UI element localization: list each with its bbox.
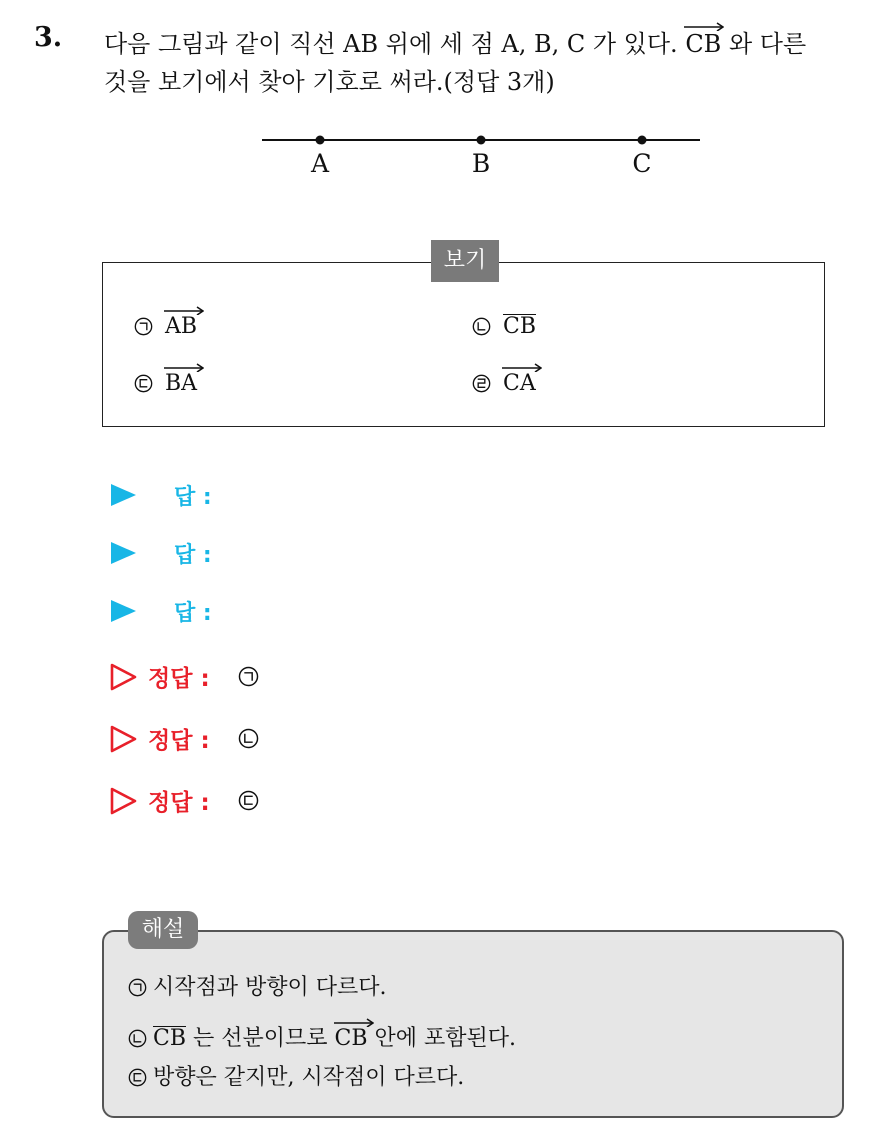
question-number: 3. (34, 22, 63, 53)
point-label-c: C (632, 149, 652, 178)
question-text-line1 (104, 24, 806, 59)
segment-cb (153, 1026, 186, 1051)
line-figure (240, 125, 720, 185)
answer-label: 답 : (174, 485, 212, 510)
segment-bar (503, 314, 536, 315)
circled-digeut-icon (134, 374, 153, 393)
correct-answer-label: 정답 : (148, 790, 210, 816)
ray-arrow-icon (334, 1017, 374, 1027)
point-a-dot (316, 136, 325, 145)
choice-item-3 (134, 371, 197, 396)
explanation-title: 해설 (128, 911, 198, 949)
explanation-line-1 (128, 970, 387, 1001)
vector-cb-label: CB (685, 30, 722, 58)
ray-ca (503, 371, 536, 396)
outline-triangle-icon (110, 663, 138, 691)
ray-ab-label: AB (165, 314, 198, 339)
circled-rieul-icon (472, 374, 491, 393)
play-triangle-icon (110, 541, 138, 565)
ray-cb-label: CB (334, 1026, 368, 1051)
circled-giyeok-icon (238, 666, 259, 687)
ray-ca-label: CA (503, 371, 536, 396)
outline-triangle-icon (110, 787, 138, 815)
point-label-a: A (310, 149, 330, 178)
bogi-title: 보기 (431, 240, 499, 282)
circled-nieun-icon (128, 1029, 147, 1048)
ray-arrow-icon (502, 362, 542, 372)
ray-arrow-icon (164, 362, 204, 372)
answer-label: 답 : (174, 601, 212, 626)
point-c-dot (638, 136, 647, 145)
explanation-text-2b: 안에 포함된다. (367, 1026, 516, 1051)
choice-item-4 (472, 371, 536, 396)
bogi-box (102, 262, 825, 427)
explanation-text-3: 방향은 같지만, 시작점이 다르다. (153, 1065, 465, 1090)
circled-giyeok-icon (128, 978, 147, 997)
circled-giyeok-icon (134, 317, 153, 336)
ray-arrow-icon (164, 305, 204, 315)
circled-nieun-icon (472, 317, 491, 336)
explanation-text-2a: 는 선분이므로 (186, 1026, 335, 1051)
explanation-text-1: 시작점과 방향이 다르다. (153, 975, 387, 1000)
segment-cb-label: CB (503, 314, 536, 339)
question-text-before: 다음 그림과 같이 직선 AB 위에 세 점 A, B, C 가 있다. (104, 30, 686, 58)
question-text-after: 와 다른 (721, 30, 807, 58)
explanation-line-2 (128, 1021, 516, 1052)
correct-answer-label: 정답 : (148, 728, 210, 754)
play-triangle-icon (110, 599, 138, 623)
explanation-line-3 (128, 1060, 464, 1091)
circled-digeut-icon (238, 790, 259, 811)
circled-nieun-icon (238, 728, 259, 749)
ray-ba-label: BA (165, 371, 198, 396)
circled-digeut-icon (128, 1068, 147, 1087)
outline-triangle-icon (110, 725, 138, 753)
answer-label: 답 : (174, 543, 212, 568)
choice-item-1 (134, 314, 197, 339)
question-text-line2: 것을 보기에서 찾아 기호로 써라.(정답 3개) (104, 68, 555, 96)
point-label-b: B (471, 149, 491, 178)
ray-cb (335, 1026, 368, 1051)
ray-arrow-icon (684, 21, 724, 31)
choice-item-2 (472, 314, 536, 339)
point-b-dot (477, 136, 486, 145)
correct-answer-label: 정답 : (148, 666, 210, 692)
segment-cb (503, 314, 536, 339)
segment-cb-label: CB (153, 1026, 186, 1051)
ray-ba (165, 371, 197, 396)
ray-ab (165, 314, 197, 339)
vector-cb (685, 30, 721, 58)
segment-bar (153, 1026, 186, 1027)
play-triangle-icon (110, 483, 138, 507)
